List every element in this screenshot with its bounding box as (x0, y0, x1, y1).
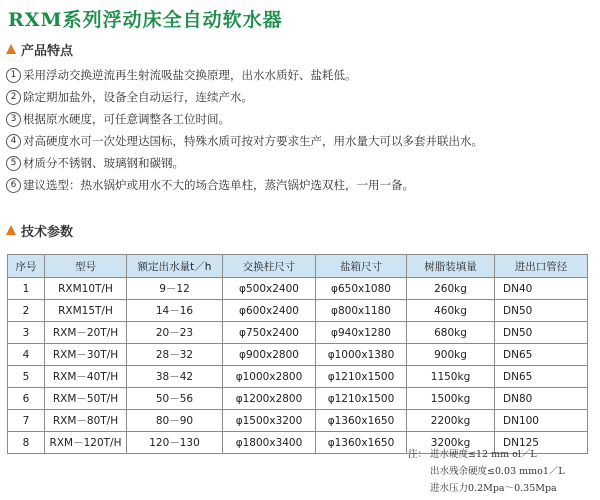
spec-table (7, 254, 588, 454)
notes-block (408, 446, 598, 497)
circled-number: 5 (6, 156, 21, 171)
circled-number: 3 (6, 112, 21, 127)
note-text: 出水残余硬度≤0.03 mmo1／L (430, 466, 565, 477)
table-cell: φ1210x1500 (316, 366, 407, 388)
table-cell: 50－56 (127, 388, 223, 410)
table-cell: RXM－40T/H (45, 366, 127, 388)
column-header: 序号 (8, 255, 45, 278)
table-cell: 120－130 (127, 432, 223, 454)
table-row (8, 388, 588, 410)
table-cell: RXM－30T/H (45, 344, 127, 366)
table-cell: 4 (8, 344, 45, 366)
feature-text: 除定期加盐外，设备全自动运行，连续产水。 (23, 90, 253, 104)
column-header: 额定出水量t／h (127, 255, 223, 278)
table-cell: 20－23 (127, 322, 223, 344)
feature-item (6, 152, 596, 174)
column-header: 交换柱尺寸 (223, 255, 316, 278)
spec-heading (6, 221, 73, 239)
table-cell: DN80 (495, 388, 588, 410)
column-header: 盐箱尺寸 (316, 255, 407, 278)
table-cell: φ650x1080 (316, 278, 407, 300)
table-cell: DN65 (495, 344, 588, 366)
table-row (8, 278, 588, 300)
table-cell: 6 (8, 388, 45, 410)
table-header-row (8, 255, 588, 278)
table-cell: 460kg (407, 300, 495, 322)
table-row (8, 410, 588, 432)
table-cell: φ750x2400 (223, 322, 316, 344)
table-cell: DN125 (495, 432, 588, 454)
table-cell: φ600x2400 (223, 300, 316, 322)
table-cell: 3 (8, 322, 45, 344)
feature-item (6, 86, 596, 108)
table-cell: 1 (8, 278, 45, 300)
feature-item (6, 174, 596, 196)
table-cell: 38－42 (127, 366, 223, 388)
table-cell: RXM10T/H (45, 278, 127, 300)
table-cell: φ1360x1650 (316, 432, 407, 454)
table-cell: φ1000x1380 (316, 344, 407, 366)
table-cell: φ1360x1650 (316, 410, 407, 432)
table-cell: DN65 (495, 366, 588, 388)
orange-triangle-icon (6, 225, 16, 235)
column-header: 进出口管径 (495, 255, 588, 278)
table-cell: 900kg (407, 344, 495, 366)
table-cell: 1500kg (407, 388, 495, 410)
table-cell: 9－12 (127, 278, 223, 300)
table-cell: 2200kg (407, 410, 495, 432)
circled-number: 6 (6, 178, 21, 193)
spec-heading-text: 技术参数 (21, 224, 74, 240)
table-cell: 80－90 (127, 410, 223, 432)
orange-triangle-icon (6, 44, 16, 54)
table-cell: φ940x1280 (316, 322, 407, 344)
note-line (408, 480, 598, 497)
table-cell: φ1000x2800 (223, 366, 316, 388)
features-heading-text: 产品特点 (21, 43, 74, 59)
table-cell: RXM－50T/H (45, 388, 127, 410)
table-row (8, 366, 588, 388)
feature-item (6, 130, 596, 152)
table-cell: 680kg (407, 322, 495, 344)
table-cell: φ900x2800 (223, 344, 316, 366)
table-cell: DN50 (495, 322, 588, 344)
table-cell: DN100 (495, 410, 588, 432)
circled-number: 2 (6, 90, 21, 105)
table-cell: φ1200x2800 (223, 388, 316, 410)
column-header: 型号 (45, 255, 127, 278)
table-cell: RXM－80T/H (45, 410, 127, 432)
feature-item (6, 64, 596, 86)
note-text: 进水压力0.2Mpa～0.35Mpa (430, 483, 557, 494)
table-row (8, 300, 588, 322)
feature-text: 材质分不锈钢、玻璃钢和碳钢。 (23, 156, 184, 170)
table-row (8, 344, 588, 366)
table-cell: RXM－20T/H (45, 322, 127, 344)
note-line (408, 463, 598, 480)
table-cell: RXM15T/H (45, 300, 127, 322)
features-list (6, 64, 596, 196)
table-cell: 14－16 (127, 300, 223, 322)
table-cell: 5 (8, 366, 45, 388)
table-cell: DN50 (495, 300, 588, 322)
table-cell: φ1210x1500 (316, 388, 407, 410)
table-cell: 1150kg (407, 366, 495, 388)
features-heading (6, 40, 73, 58)
table-cell: RXM－120T/H (45, 432, 127, 454)
table-cell: 28－32 (127, 344, 223, 366)
table-cell: 260kg (407, 278, 495, 300)
table-cell: φ500x2400 (223, 278, 316, 300)
table-cell: 8 (8, 432, 45, 454)
note-text: 进水硬度≤12 mm ol／L (430, 449, 537, 460)
feature-item (6, 108, 596, 130)
column-header: 树脂装填量 (407, 255, 495, 278)
table-row (8, 322, 588, 344)
table-cell: φ1500x3200 (223, 410, 316, 432)
feature-text: 采用浮动交换逆流再生射流吸盐交换原理，出水水质好、盐耗低。 (23, 68, 357, 82)
circled-number: 1 (6, 68, 21, 83)
feature-text: 建议选型：热水锅炉或用水不大的场合选单柱，蒸汽锅炉选双柱，一用一备。 (23, 178, 414, 192)
table-cell: 2 (8, 300, 45, 322)
note-line (408, 446, 598, 463)
circled-number: 4 (6, 134, 21, 149)
table-cell: φ800x1180 (316, 300, 407, 322)
feature-text: 对高硬度水可一次处理达国标，特殊水质可按对方要求生产，用水量大可以多套并联出水。 (23, 134, 483, 148)
table-cell: φ1800x3400 (223, 432, 316, 454)
feature-text: 根据原水硬度，可任意调整各工位时间。 (23, 112, 230, 126)
table-cell: 3200kg (407, 432, 495, 454)
notes-label: 注： (408, 449, 428, 460)
page-title: RXM系列浮动床全自动软水器 (8, 9, 283, 31)
table-cell: DN40 (495, 278, 588, 300)
table-cell: 7 (8, 410, 45, 432)
